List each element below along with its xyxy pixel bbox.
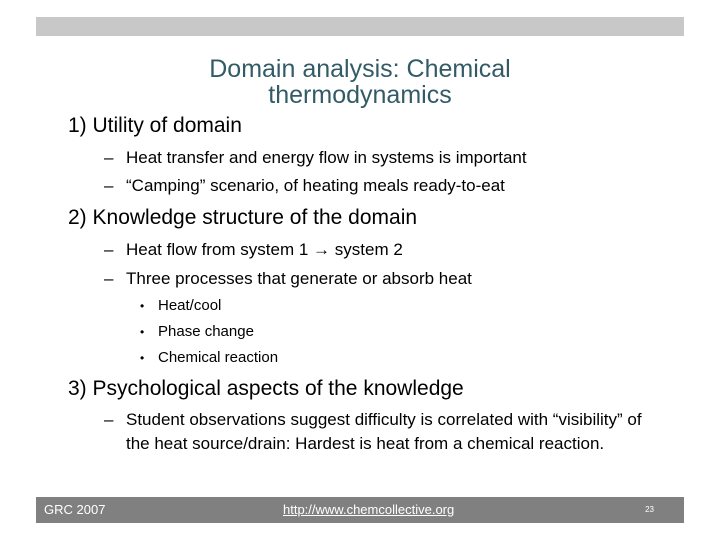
slide-title-line2: thermodynamics	[268, 81, 452, 109]
list-item-text: Student observations suggest difficulty is correlated with “visibility” of the heat source/drain: Hardest is heat from a chemical reaction.	[126, 410, 642, 453]
top-decorative-bar	[36, 17, 684, 36]
list-item-text: “Camping” scenario, of heating meals ready-to-eat	[126, 176, 505, 195]
list-item-text: Three processes that generate or absorb heat	[126, 269, 472, 288]
bullet-dot: •	[140, 299, 145, 313]
bullet-dot: •	[140, 351, 145, 365]
dash-bullet: –	[104, 269, 114, 288]
sub-list-item-text: Chemical reaction	[158, 349, 279, 366]
slide-title	[120, 56, 600, 108]
section-heading: 2) Knowledge structure of the domain	[68, 206, 418, 229]
dash-bullet: –	[104, 240, 114, 259]
list-item-text: Heat flow from system 1 → system 2	[126, 240, 403, 259]
list-item-text: Heat transfer and energy flow in systems is important	[126, 148, 527, 167]
footer-conference-label: GRC 2007	[44, 502, 106, 517]
section-heading: 3) Psychological aspects of the knowledge	[68, 377, 464, 400]
dash-bullet: –	[104, 148, 114, 167]
footer-bar	[36, 497, 684, 523]
section-heading: 1) Utility of domain	[68, 114, 242, 137]
slide-title-line1: Domain analysis: Chemical	[209, 55, 511, 83]
dash-bullet: –	[104, 410, 114, 429]
sub-list-item-text: Phase change	[158, 323, 254, 340]
dash-bullet: –	[104, 176, 114, 195]
page-number: 23	[645, 505, 654, 514]
bullet-dot: •	[140, 325, 145, 339]
footer-link[interactable]: http://www.chemcollective.org	[283, 502, 455, 517]
sub-list-item-text: Heat/cool	[158, 297, 222, 314]
